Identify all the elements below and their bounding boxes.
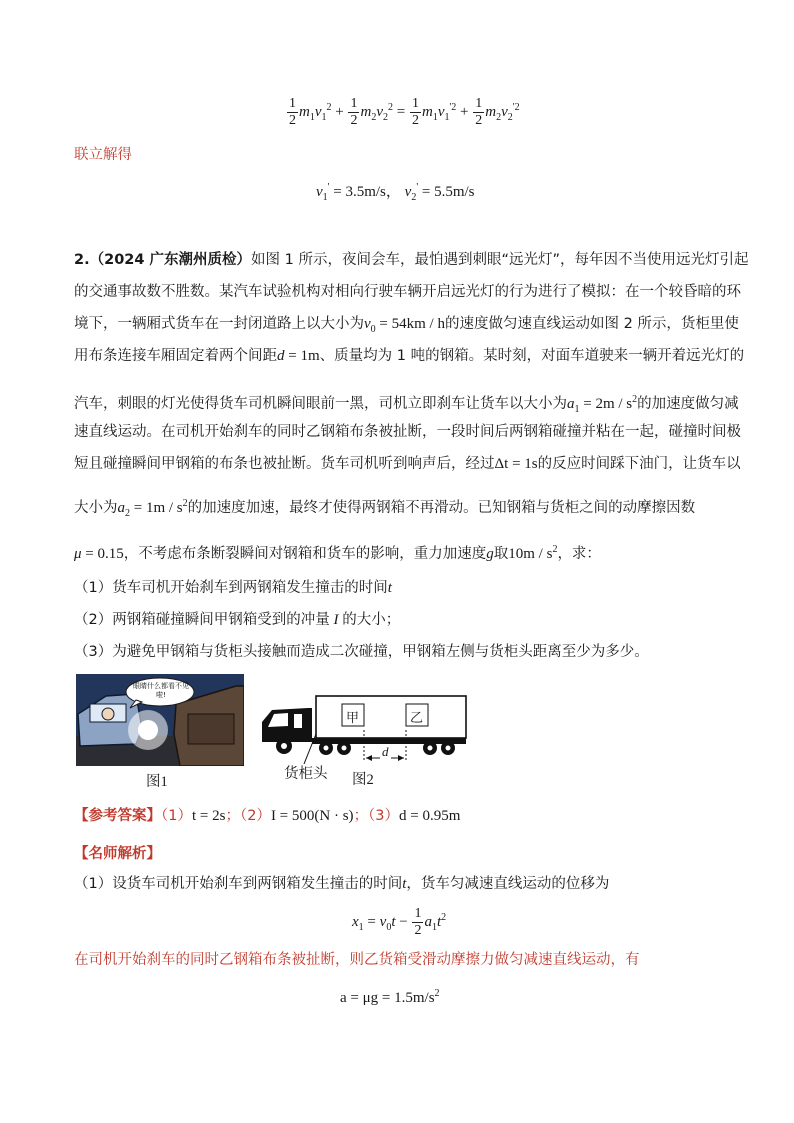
problem-line-2: 的交通事故数不胜数。某汽车试验机构对相向行驶车辆开启远光灯的行为进行了模拟：在一个较昏暗的环 [74, 284, 741, 300]
distance-d-label: d [382, 744, 389, 759]
box-yi-label: 乙 [410, 711, 424, 726]
acceleration-equation: $a = \mu g = 1.5m/s^2$ [340, 988, 440, 1006]
energy-equation: $\frac{1}{2}$ $m_1v_1^2$ + $\frac{1}{2}$ $m_2v_2^2$ = $\frac{1}{2}$ $m_1v_1^{'2}$ + $\frac{1}{2}$ $m_2v_2^{'2}$ [289, 96, 520, 128]
problem-source: （2024 广东潮州质检） [89, 252, 252, 268]
figure-2-caption: 图2 [352, 772, 374, 788]
analysis-line-1: （1）设货车司机开始刹车到两钢箱发生撞击的时间t，货车匀减速直线运动的位移为 [74, 876, 610, 892]
analysis-label: 【名师解析】 [74, 846, 161, 862]
figure-1 [76, 674, 244, 766]
problem-line-8: 大小为$a_2 = 1m / s^2$的加速度加速，最终才使得两钢箱不再滑动。已知钢箱与货柜之间的动摩擦因数 [74, 498, 696, 519]
problem-line-6: 速直线运动。在司机开始刹车的同时乙钢箱布条被扯断，一段时间后两钢箱碰撞并粘在一起，碰撞时间极 [74, 424, 741, 440]
question-1: （1）货车司机开始刹车到两钢箱发生撞击的时间t [74, 580, 392, 596]
problem-line-5: 汽车，刺眼的灯光使得货车司机瞬间眼前一黑，司机立即刹车让货车以大小为$a_1 = 2m / s^2$的加速度做匀减 [74, 394, 739, 415]
figure-1-caption: 图1 [146, 774, 168, 790]
reference-answer: 【参考答案】（1）t = 2s；（2）I = 500(N · s)；（3）d = 0.95m [74, 808, 461, 824]
box-jia-label: 甲 [346, 711, 360, 726]
question-2: （2）两钢箱碰撞瞬间甲钢箱受到的冲量 I 的大小； [74, 612, 401, 628]
velocity-result: $v_1' = 3.5m/s$， $v_2' = 5.5m/s$ [316, 182, 475, 203]
question-3: （3）为避免甲钢箱与货柜头接触而造成二次碰撞，甲钢箱左侧与货柜头距离至少为多少。 [74, 644, 649, 660]
lianli-text: 联立解得 [74, 147, 132, 163]
problem-line-1: 2.（2024 广东潮州质检）如图 1 所示，夜间会车，最怕遇到刺眼“远光灯”，每年因不当使用远光灯引起 [74, 252, 749, 268]
problem-line-9: μ = 0.15，不考虑布条断裂瞬间对钢箱和货车的影响，重力加速度g取$10m / s^2$，求： [74, 544, 601, 562]
problem-line-7: 短且碰撞瞬间甲钢箱的布条也被扯断。货车司机听到响声后，经过Δt = 1s的反应时间踩下油门，让货车以 [74, 456, 741, 472]
analysis-line-2: 在司机开始刹车的同时乙钢箱布条被扯断，则乙货箱受滑动摩擦力做匀减速直线运动，有 [74, 952, 640, 968]
answer-label: 【参考答案】 [74, 808, 161, 824]
problem-number: 2. [74, 252, 90, 268]
cargo-head-label: 货柜头 [284, 766, 328, 782]
speech-bubble-text: 眼睛什么都看不见啦! [133, 682, 189, 699]
displacement-equation: $x_1 = v_0t$ − $\frac{1}{2}$ $a_1t^2$ [352, 906, 447, 938]
problem-line-3: 境下，一辆厢式货车在一封闭道路上以大小为$v_0 = 54km / h$的速度做匀速直线运动如图 2 所示，货柜里使 [74, 316, 739, 335]
problem-line-4: 用布条连接车厢固定着两个间距d = 1m、质量均为 1 吨的钢箱。某时刻，对面车道驶来一辆开着远光灯的 [74, 348, 745, 364]
